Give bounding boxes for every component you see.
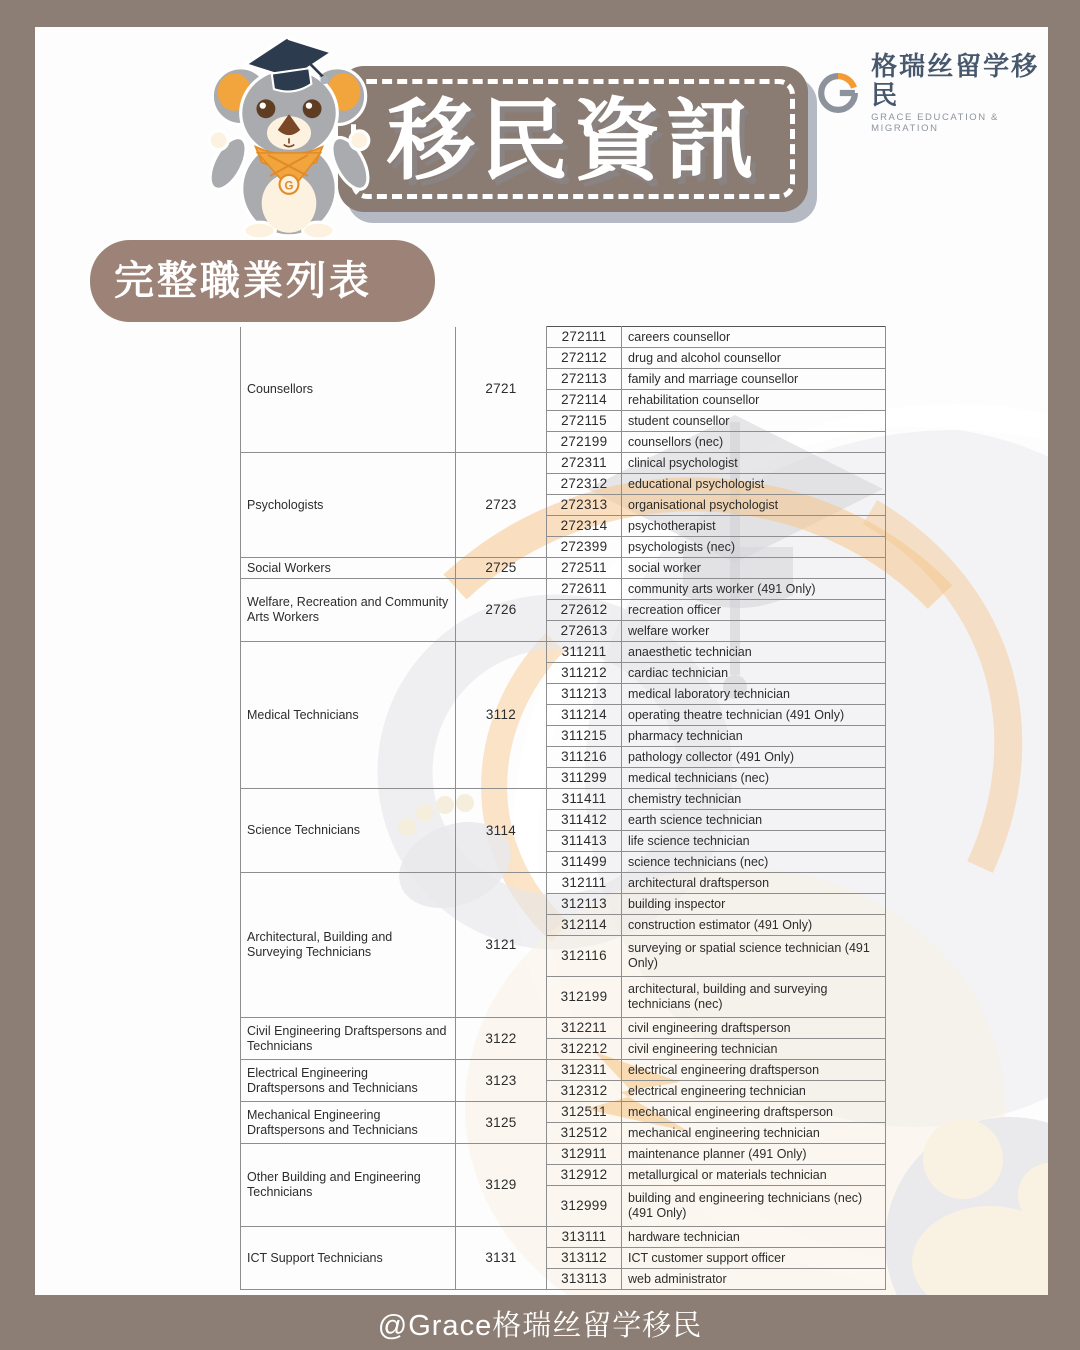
item-name-cell: architectural, building and surveying technicians (nec): [622, 977, 886, 1018]
item-code-cell: 311412: [547, 810, 622, 831]
item-name-cell: medical technicians (nec): [622, 768, 886, 789]
item-name-cell: mechanical engineering technician: [622, 1123, 886, 1144]
group-name-cell: Mechanical Engineering Draftspersons and Technicians: [241, 1102, 456, 1144]
item-code-cell: 272313: [547, 495, 622, 516]
svg-text:G: G: [284, 180, 294, 193]
item-code-cell: 312199: [547, 977, 622, 1018]
brand-logo: [815, 52, 1048, 134]
item-code-cell: 311215: [547, 726, 622, 747]
item-code-cell: 272115: [547, 411, 622, 432]
item-name-cell: civil engineering technician: [622, 1039, 886, 1060]
item-code-cell: 311299: [547, 768, 622, 789]
item-name-cell: welfare worker: [622, 621, 886, 642]
group-code-cell: 3114: [456, 789, 547, 873]
table-row: [241, 453, 886, 474]
group-code-cell: 2721: [456, 327, 547, 453]
item-code-cell: 272399: [547, 537, 622, 558]
group-code-cell: 3123: [456, 1060, 547, 1102]
item-code-cell: 312511: [547, 1102, 622, 1123]
item-name-cell: community arts worker (491 Only): [622, 579, 886, 600]
table-row: [241, 1227, 886, 1248]
item-name-cell: cardiac technician: [622, 663, 886, 684]
item-name-cell: maintenance planner (491 Only): [622, 1144, 886, 1165]
group-name-cell: Electrical Engineering Draftspersons and Technicians: [241, 1060, 456, 1102]
section-badge-label: 完整職業列表: [114, 259, 372, 303]
table-row: [241, 558, 886, 579]
item-code-cell: 313112: [547, 1248, 622, 1269]
group-code-cell: 2723: [456, 453, 547, 558]
item-name-cell: ICT customer support officer: [622, 1248, 886, 1269]
item-name-cell: life science technician: [622, 831, 886, 852]
item-name-cell: educational psychologist: [622, 474, 886, 495]
group-code-cell: 3131: [456, 1227, 547, 1290]
table-row: [241, 1102, 886, 1123]
item-name-cell: recreation officer: [622, 600, 886, 621]
item-code-cell: 313111: [547, 1227, 622, 1248]
item-name-cell: construction estimator (491 Only): [622, 915, 886, 936]
group-name-cell: Welfare, Recreation and Community Arts Workers: [241, 579, 456, 642]
group-name-cell: ICT Support Technicians: [241, 1227, 456, 1290]
item-name-cell: science technicians (nec): [622, 852, 886, 873]
content-card: [35, 27, 1048, 1295]
table-row: [241, 579, 886, 600]
item-code-cell: 272199: [547, 432, 622, 453]
item-name-cell: rehabilitation counsellor: [622, 390, 886, 411]
item-name-cell: organisational psychologist: [622, 495, 886, 516]
item-name-cell: operating theatre technician (491 Only): [622, 705, 886, 726]
item-name-cell: anaesthetic technician: [622, 642, 886, 663]
group-name-cell: Science Technicians: [241, 789, 456, 873]
item-code-cell: 312999: [547, 1186, 622, 1227]
item-name-cell: pathology collector (491 Only): [622, 747, 886, 768]
group-code-cell: 3129: [456, 1144, 547, 1227]
item-name-cell: social worker: [622, 558, 886, 579]
item-name-cell: web administrator: [622, 1269, 886, 1290]
item-code-cell: 311211: [547, 642, 622, 663]
item-name-cell: medical laboratory technician: [622, 684, 886, 705]
item-code-cell: 311213: [547, 684, 622, 705]
occupation-table-container: [240, 326, 886, 1290]
item-code-cell: 312311: [547, 1060, 622, 1081]
table-row: [241, 873, 886, 894]
title-banner: [338, 66, 808, 212]
item-code-cell: 312116: [547, 936, 622, 977]
item-code-cell: 313113: [547, 1269, 622, 1290]
item-code-cell: 272311: [547, 453, 622, 474]
table-row: [241, 1060, 886, 1081]
page-title: 移民資訊: [386, 90, 759, 190]
item-code-cell: 272612: [547, 600, 622, 621]
item-code-cell: 312312: [547, 1081, 622, 1102]
table-row: [241, 1144, 886, 1165]
item-name-cell: architectural draftsperson: [622, 873, 886, 894]
item-code-cell: 312111: [547, 873, 622, 894]
item-code-cell: 272613: [547, 621, 622, 642]
group-code-cell: 3125: [456, 1102, 547, 1144]
group-code-cell: 3121: [456, 873, 547, 1018]
item-name-cell: clinical psychologist: [622, 453, 886, 474]
item-name-cell: surveying or spatial science technician (491 Only): [622, 936, 886, 977]
brand-name-en: GRACE EDUCATION & MIGRATION: [871, 112, 999, 135]
section-badge: [90, 240, 435, 322]
item-name-cell: counsellors (nec): [622, 432, 886, 453]
item-code-cell: 311216: [547, 747, 622, 768]
item-name-cell: metallurgical or materials technician: [622, 1165, 886, 1186]
item-name-cell: psychotherapist: [622, 516, 886, 537]
item-code-cell: 312211: [547, 1018, 622, 1039]
item-code-cell: 272611: [547, 579, 622, 600]
footer-credit: @Grace格瑞丝留学移民: [377, 1310, 703, 1342]
table-row: [241, 642, 886, 663]
item-name-cell: chemistry technician: [622, 789, 886, 810]
item-code-cell: 312512: [547, 1123, 622, 1144]
item-name-cell: pharmacy technician: [622, 726, 886, 747]
occupation-table-body: [241, 327, 886, 1290]
item-code-cell: 312212: [547, 1039, 622, 1060]
item-code-cell: 272114: [547, 390, 622, 411]
table-row: [241, 327, 886, 348]
group-code-cell: 3122: [456, 1018, 547, 1060]
group-name-cell: Psychologists: [241, 453, 456, 558]
item-name-cell: civil engineering draftsperson: [622, 1018, 886, 1039]
item-code-cell: 311413: [547, 831, 622, 852]
item-name-cell: hardware technician: [622, 1227, 886, 1248]
item-name-cell: student counsellor: [622, 411, 886, 432]
occupation-table: [240, 326, 886, 1290]
group-name-cell: Social Workers: [241, 558, 456, 579]
group-code-cell: 2725: [456, 558, 547, 579]
table-row: [241, 789, 886, 810]
group-code-cell: 2726: [456, 579, 547, 642]
item-name-cell: building inspector: [622, 894, 886, 915]
item-code-cell: 312114: [547, 915, 622, 936]
item-code-cell: 311499: [547, 852, 622, 873]
item-name-cell: building and engineering technicians (nec) (491 Only): [622, 1186, 886, 1227]
g-logo-icon: [815, 67, 861, 119]
item-code-cell: 272111: [547, 327, 622, 348]
item-name-cell: mechanical engineering draftsperson: [622, 1102, 886, 1123]
item-name-cell: family and marriage counsellor: [622, 369, 886, 390]
item-code-cell: 311212: [547, 663, 622, 684]
item-code-cell: 312911: [547, 1144, 622, 1165]
item-code-cell: 312912: [547, 1165, 622, 1186]
group-code-cell: 3112: [456, 642, 547, 789]
brand-name-cn: 格瑞丝留学移民: [871, 51, 1040, 110]
item-code-cell: 311214: [547, 705, 622, 726]
item-code-cell: 272314: [547, 516, 622, 537]
item-name-cell: psychologists (nec): [622, 537, 886, 558]
item-code-cell: 272113: [547, 369, 622, 390]
item-code-cell: 311411: [547, 789, 622, 810]
item-code-cell: 312113: [547, 894, 622, 915]
item-name-cell: drug and alcohol counsellor: [622, 348, 886, 369]
group-name-cell: Other Building and Engineering Technicians: [241, 1144, 456, 1227]
item-code-cell: 272112: [547, 348, 622, 369]
item-name-cell: electrical engineering draftsperson: [622, 1060, 886, 1081]
item-name-cell: earth science technician: [622, 810, 886, 831]
item-code-cell: 272312: [547, 474, 622, 495]
item-code-cell: 272511: [547, 558, 622, 579]
item-name-cell: electrical engineering technician: [622, 1081, 886, 1102]
item-name-cell: careers counsellor: [622, 327, 886, 348]
group-name-cell: Architectural, Building and Surveying Technicians: [241, 873, 456, 1018]
group-name-cell: Counsellors: [241, 327, 456, 453]
group-name-cell: Civil Engineering Draftspersons and Technicians: [241, 1018, 456, 1060]
table-row: [241, 1018, 886, 1039]
group-name-cell: Medical Technicians: [241, 642, 456, 789]
koala-mascot: [205, 29, 373, 239]
